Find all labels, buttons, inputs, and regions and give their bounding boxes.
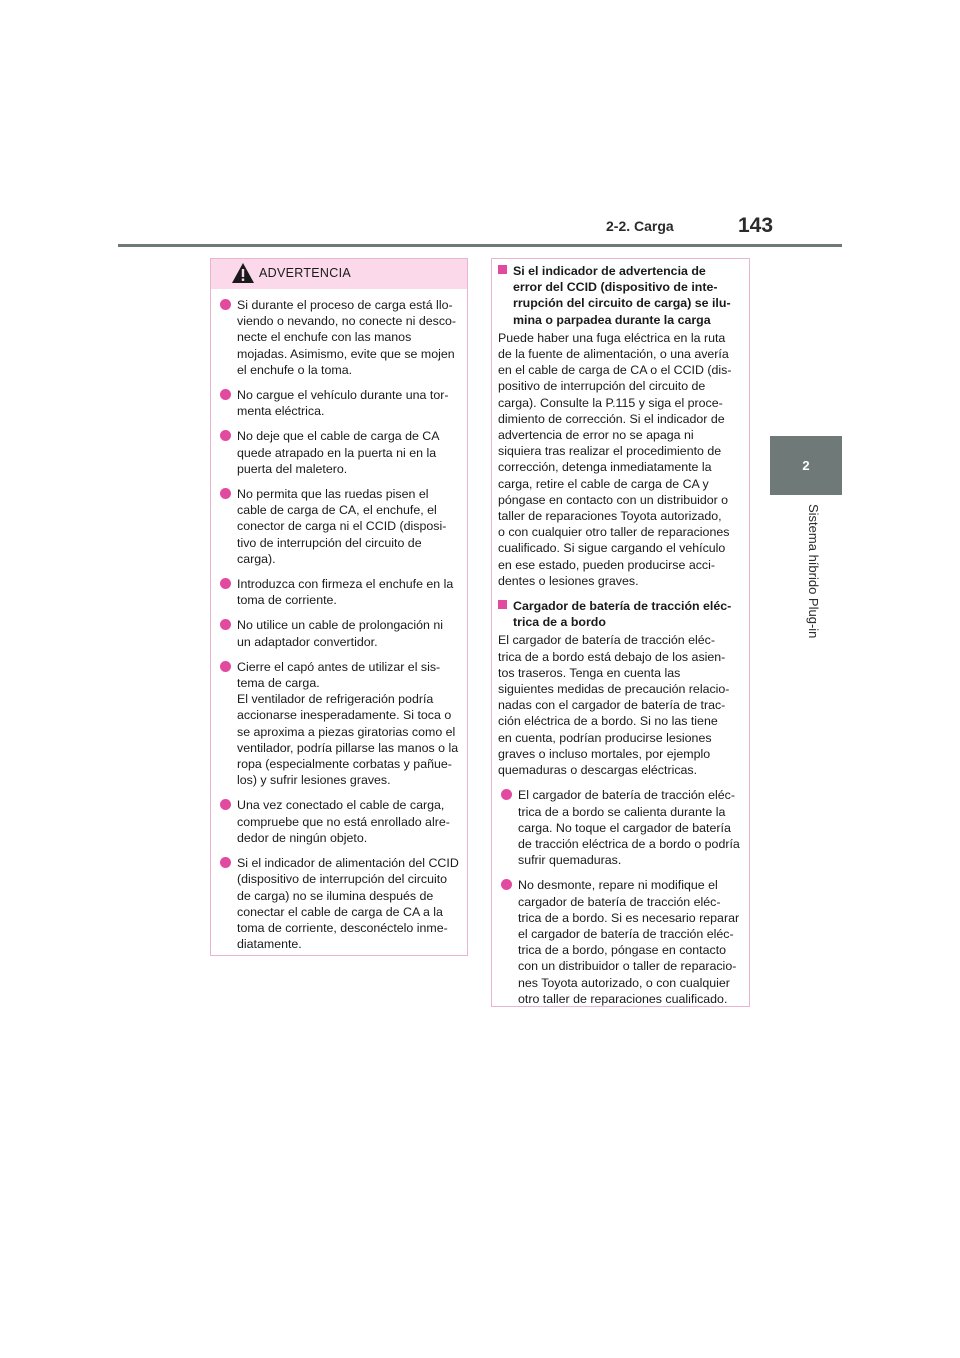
info-box: [491, 258, 750, 1007]
warning-item-text: Si el indicador de alimentación del CCID (dispositivo de interrupción del circuito de carga) no se ilumina después de conectar el cable de carga de CA a la toma de corriente, desconéctelo inme- diatamente.: [237, 856, 459, 952]
warning-title: ADVERTENCIA: [259, 266, 351, 280]
warning-item-text: Si durante el proceso de carga está llo- viendo o nevando, no conecte ni desco- necte el enchufe con las manos mojadas. Asimismo, evite que se mojen el enchufe o la toma.: [237, 298, 457, 377]
warning-item-text: No permita que las ruedas pisen el cable de carga de CA, el enchufe, el conector de carga ni el CCID (disposi- tivo de interrupción del circuito de carga).: [237, 487, 447, 566]
charger-list: [498, 787, 741, 1007]
section-heading-ccid: [498, 263, 741, 328]
charger-item: [501, 877, 741, 1007]
warning-item: [220, 428, 459, 477]
square-marker-icon: [498, 265, 507, 274]
header-section-title: 2-2. Carga: [606, 218, 674, 234]
bullet-dot-icon: [220, 799, 231, 810]
warning-triangle-icon: [231, 262, 255, 284]
bullet-dot-icon: [220, 430, 231, 441]
warning-item: [220, 576, 459, 608]
warning-list: [211, 289, 467, 952]
warning-item: [220, 297, 459, 378]
bullet-dot-icon: [220, 661, 231, 672]
bullet-dot-icon: [220, 857, 231, 868]
section-heading-text: Cargador de batería de tracción eléc- trica de a bordo: [513, 599, 732, 630]
warning-item: [220, 617, 459, 649]
warning-item: [220, 855, 459, 952]
bullet-dot-icon: [220, 299, 231, 310]
bullet-dot-icon: [220, 578, 231, 589]
chapter-tab: 2: [770, 436, 842, 495]
warning-item: [220, 387, 459, 419]
warning-item-text: No deje que el cable de carga de CA quede atrapado en la puerta ni en la puerta del maletero.: [237, 429, 440, 476]
page-number: 143: [738, 214, 774, 237]
section-body-charger: El cargador de batería de tracción eléc- trica de a bordo está debajo de los asien- tos traseros. Tenga en cuenta las siguientes medidas de precaución relacio- nadas con el cargador de batería de trac- ción eléctrica de a bordo. Si no las tiene en cuenta, podrían producirse lesiones graves o incluso mortales, por ejemplo quemaduras o descargas eléctricas.: [498, 633, 730, 778]
section-heading-charger: [498, 598, 741, 630]
chapter-label: Sistema híbrido Plug-in: [806, 504, 821, 639]
warning-header: [211, 259, 467, 289]
warning-item-text: Una vez conectado el cable de carga, compruebe que no está enrollado alre- dedor de ningún objeto.: [237, 798, 450, 845]
charger-item-text: No desmonte, repare ni modifique el cargador de batería de tracción eléc- trica de a bordo. Si es necesario reparar el cargador de batería de tracción eléc- trica de a bordo, póngase en contacto con un distribuidor o taller de reparacio- nes Toyota autorizado, o con cualquier otro taller de reparaciones cualificado.: [518, 878, 740, 1006]
charger-item: [501, 787, 741, 868]
header-rule: [118, 244, 842, 247]
section-body-ccid: Puede haber una fuga eléctrica en la ruta de la fuente de alimentación, o una avería en el cable de carga de CA o el CCID (dis- positivo de interrupción del circuito de carga). Consulte la P.115 y siga el proce- dimiento de corrección. Si el indicador de advertencia de error no se apaga ni siquiera tras realizar el procedimiento de corrección, detenga inmediatamente la carga, retire el cable de carga de CA y póngase en contacto con un distribuidor o taller de reparaciones Toyota autorizado, o con cualquier otro taller de reparaciones cualificado. Si sigue cargando el vehículo en ese estado, pueden producirse acci- dentes o lesiones graves.: [498, 330, 732, 588]
warning-item-text: Introduzca con firmeza el enchufe en la toma de corriente.: [237, 577, 454, 608]
bullet-dot-icon: [220, 619, 231, 630]
warning-item-text: No cargue el vehículo durante una tor- menta eléctrica.: [237, 388, 449, 419]
warning-box: [210, 258, 468, 956]
bullet-dot-icon: [501, 789, 512, 800]
warning-item: [220, 797, 459, 846]
warning-item: [220, 486, 459, 567]
square-marker-icon: [498, 600, 507, 609]
section-heading-text: Si el indicador de advertencia de error del CCID (dispositivo de inte- rrupción del circuito de carga) se ilu- mina o parpadea durante la carga: [513, 264, 731, 327]
bullet-dot-icon: [501, 879, 512, 890]
bullet-dot-icon: [220, 389, 231, 400]
charger-item-text: El cargador de batería de tracción eléc- trica de a bordo se calienta durante la carga. No toque el cargador de batería de tracción eléctrica de a bordo o podría sufrir quemaduras.: [518, 788, 740, 868]
warning-item-text: No utilice un cable de prolongación ni un adaptador convertidor.: [237, 618, 443, 649]
warning-item: [220, 659, 459, 789]
bullet-dot-icon: [220, 488, 231, 499]
warning-item-text: Cierre el capó antes de utilizar el sis- tema de carga. El ventilador de refrigeración podría accionarse inesperadamente. Si toca o se aproxima a piezas giratorias como el ventilador, podría pillarse las manos o la ropa (especialmente corbatas y pañue- los) y sufrir lesiones graves.: [237, 659, 459, 788]
